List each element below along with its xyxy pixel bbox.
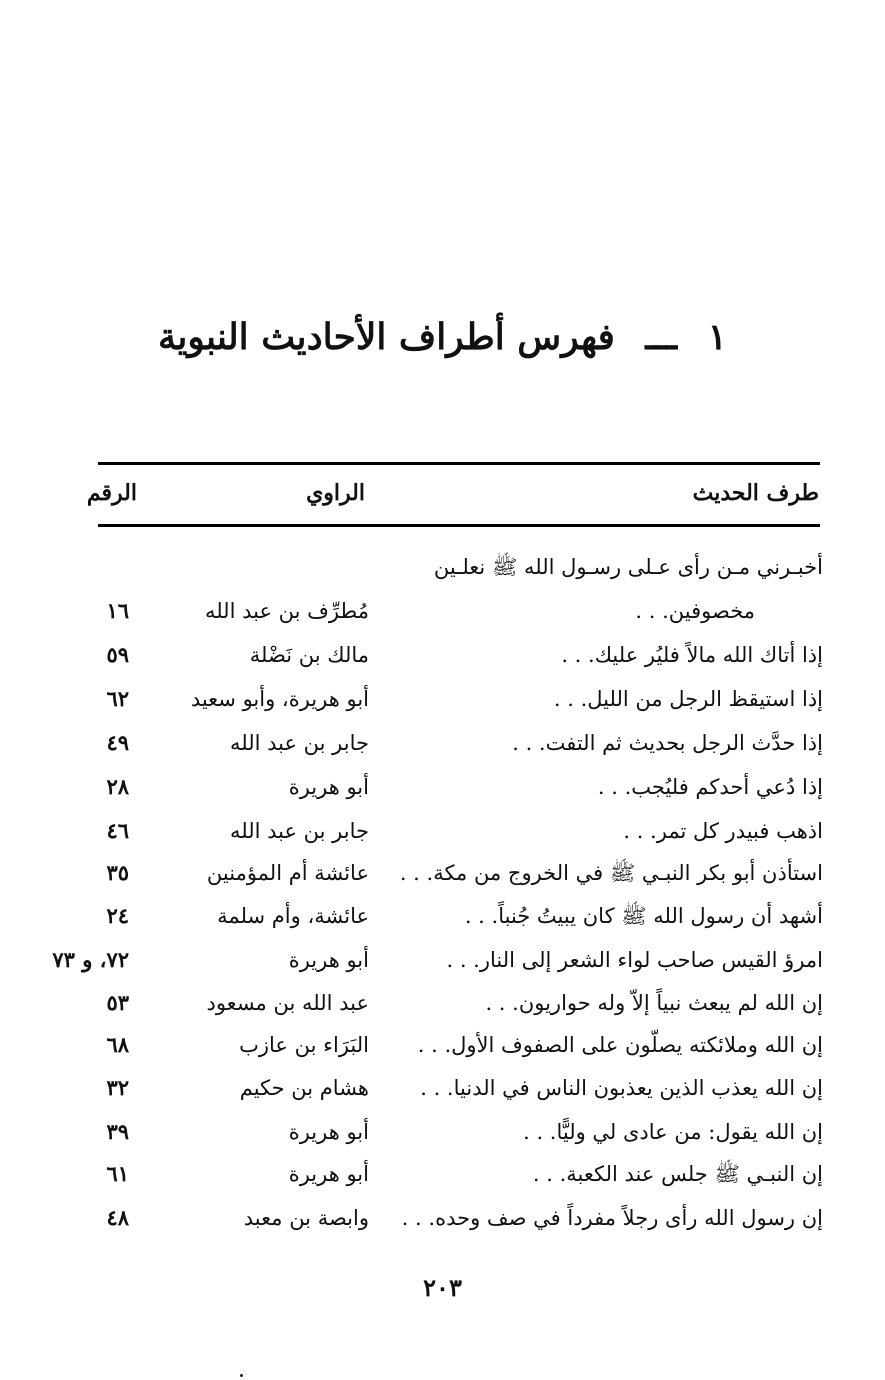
rawi-cell: أبو هريرة [288, 1120, 369, 1144]
rawi-cell: أبو هريرة [288, 1162, 369, 1186]
rawi-cell: أبو هريرة [288, 948, 369, 972]
number-cell: ٦١ [106, 1161, 129, 1186]
table-row [0, 982, 885, 1024]
rawi-cell: هشام بن حكيم [239, 1076, 369, 1100]
title-text: فهرس أطراف الأحاديث النبوية [158, 316, 615, 358]
hadith-cell: إن الله يعذب الذين يعذبون الناس في الدنيا. . . [420, 1076, 823, 1100]
table-row [0, 1111, 885, 1153]
number-cell: ٣٢ [106, 1075, 129, 1100]
table-row [0, 1197, 885, 1239]
table-header-rule [98, 524, 820, 527]
number-cell: ٣٩ [106, 1119, 129, 1144]
table-row [0, 634, 885, 676]
hadith-cell: إن الله وملائكته يصلّون على الصفوف الأول. . . [417, 1033, 823, 1057]
table-row [0, 766, 885, 808]
rawi-cell: جابر بن عبد الله [229, 731, 369, 755]
rawi-cell: مالك بن نَضْلة [249, 643, 369, 667]
number-cell: ١٦ [106, 598, 129, 623]
hadith-cell: إن النبـي ﷺ جلس عند الكعبة. . . [532, 1162, 823, 1186]
rawi-cell: عائشة، وأم سلمة [217, 904, 369, 928]
hadith-cell: امرؤ القيس صاحب لواء الشعر إلى النار. . . [446, 948, 823, 972]
table-row [0, 590, 885, 632]
hadith-cell: إن الله يقول: من عادى لي وليًّا. . . [523, 1120, 823, 1144]
table-row [0, 1024, 885, 1066]
table-row [0, 1067, 885, 1109]
table-row [0, 939, 885, 981]
table-row [0, 678, 885, 720]
table-top-rule [98, 462, 820, 465]
number-cell: ٥٩ [106, 642, 129, 667]
table-row [0, 546, 885, 588]
hadith-cell: اذهب فبيدر كل تمر. . . [623, 819, 823, 843]
rawi-cell: عائشة أم المؤمنين [206, 861, 369, 885]
hadith-cell: استأذن أبو بكر النبـي ﷺ في الخروج من مكة. . . [399, 861, 823, 885]
hadith-cell: أشهد أن رسول الله ﷺ كان يبيتُ جُنباً. . . [464, 904, 823, 928]
rawi-cell: عبد الله بن مسعود [206, 991, 369, 1015]
header-number: الرقم [86, 480, 137, 506]
rawi-cell: جابر بن عبد الله [229, 819, 369, 843]
hadith-cell: إذا أتاك الله مالاً فليُر عليك. . . [561, 643, 823, 667]
title-number: ١ [707, 316, 727, 358]
rawi-cell: البَرَاء بن عازب [239, 1033, 369, 1057]
table-row [0, 810, 885, 852]
number-cell: ٧٢، و ٧٣ [52, 947, 129, 972]
hadith-cell: إذا استيقظ الرجل من الليل. . . [553, 687, 823, 711]
table-row [0, 852, 885, 894]
number-cell: ٤٦ [106, 818, 129, 843]
number-cell: ٤٩ [106, 730, 129, 755]
number-cell: ٢٤ [106, 903, 129, 928]
hadith-cell: إن الله لم يبعث نبياً إلاّ وله حواريون. . . [485, 991, 823, 1015]
scan-speck [240, 1374, 243, 1377]
hadith-cell: إذا حدَّث الرجل بحديث ثم التفت. . . [512, 731, 823, 755]
number-cell: ٦٨ [106, 1032, 129, 1057]
header-hadith: طرف الحديث [692, 480, 819, 506]
hadith-cell: إن رسول الله رأى رجلاً مفرداً في صف وحده. . . [401, 1206, 823, 1230]
rawi-cell: وابصة بن معبد [243, 1206, 369, 1230]
rawi-cell: أبو هريرة، وأبو سعيد [190, 687, 369, 711]
table-row [0, 722, 885, 764]
number-cell: ٢٨ [106, 774, 129, 799]
number-cell: ٥٣ [106, 990, 129, 1015]
index-title [0, 312, 885, 362]
table-row [0, 1153, 885, 1195]
rawi-cell: مُطرِّف بن عبد الله [204, 599, 369, 623]
hadith-cell: أخبـرني مـن رأى عـلى رسـول الله ﷺ نعلـين [433, 555, 823, 579]
hadith-cell: مخصوفين. . . [635, 599, 755, 623]
number-cell: ٣٥ [106, 860, 129, 885]
table-row [0, 895, 885, 937]
title-dash: ـــ [645, 316, 678, 358]
hadith-cell: إذا دُعي أحدكم فليُجب. . . [597, 775, 823, 799]
rawi-cell: أبو هريرة [288, 775, 369, 799]
number-cell: ٤٨ [106, 1205, 129, 1230]
number-cell: ٦٢ [106, 686, 129, 711]
page-number: ٢٠٣ [423, 1273, 462, 1302]
header-rawi: الراوي [306, 480, 365, 506]
